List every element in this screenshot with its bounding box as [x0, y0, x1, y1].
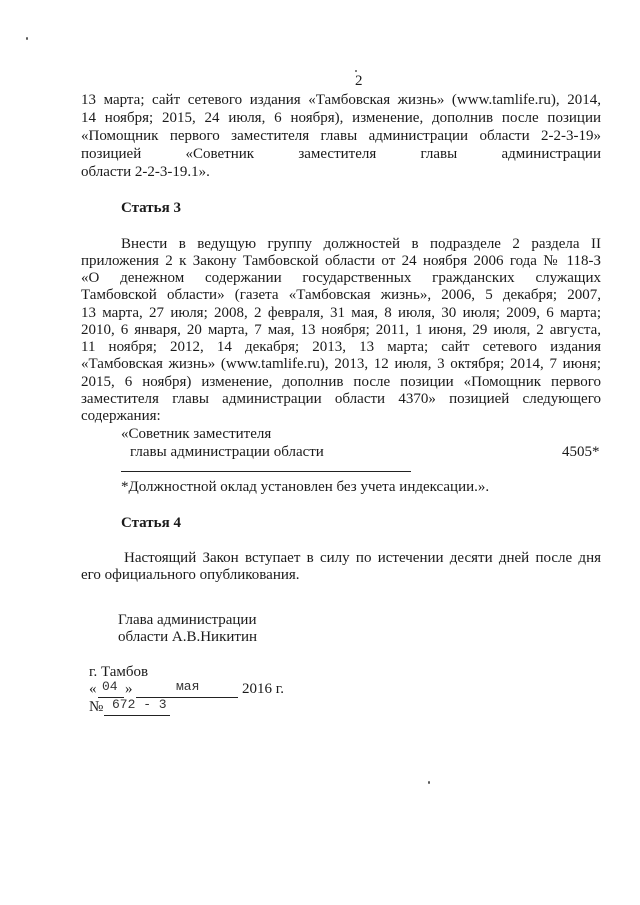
article-4-heading: Статья 4 [121, 515, 181, 531]
scan-speck [355, 70, 357, 72]
date-day: 04 [102, 679, 118, 694]
number-sign: № [89, 699, 104, 715]
article-3-line: Внести в ведущую группу должностей в подразделе 2 раздела II [121, 236, 601, 252]
number-rule [104, 715, 170, 716]
scan-speck [428, 781, 430, 784]
article-4-line: Настоящий Закон вступает в силу по истечении десяти дней после дня [124, 550, 601, 566]
article-3-heading: Статья 3 [121, 200, 181, 216]
footnote-rule [121, 471, 411, 472]
article-3-line: «Тамбовская жизнь» (www.tamlife.ru), 2013, 12 июля, 3 октября; 2014, 7 июня; [81, 356, 601, 372]
document-number: 672 - 3 [112, 697, 167, 712]
continuation-line: позицией «Советник заместителя главы администрации [81, 146, 601, 162]
article-3-line: приложения 2 к Закону Тамбовской области от 24 ноября 2006 года № 118-З [81, 253, 601, 269]
article-3-line: 2010, 6 января, 20 марта, 7 мая, 13 ноября; 2011, 1 июня, 29 июля, 2 августа, [81, 322, 601, 338]
continuation-line: 14 ноября; 2015, 24 июля, 6 ноября), изменение, дополнив после позиции [81, 110, 601, 126]
continuation-line: области 2-2-3-19.1». [81, 164, 210, 180]
position-title-line1: «Советник заместителя [121, 426, 272, 442]
date-close-quote: » [125, 681, 133, 697]
date-month: мая [176, 679, 200, 694]
article-3-line: «О денежном содержании государственных гражданских служащих [81, 270, 601, 286]
scan-speck [26, 37, 28, 40]
position-title-line2: главы администрации области [130, 444, 324, 460]
article-3-line: содержания: [81, 408, 161, 424]
date-year: 2016 г. [242, 681, 284, 697]
article-3-line: 13 марта, 27 июля; 2008, 2 февраля, 31 мая, 8 июля, 30 июля; 2009, 6 марта; [81, 305, 601, 321]
page-number: 2 [355, 73, 363, 89]
signature-title: Глава администрации [118, 612, 257, 628]
continuation-line: «Помощник первого заместителя главы администрации области 2-2-3-19» [81, 128, 601, 144]
signature-name: области А.В.Никитин [118, 629, 258, 645]
footnote: *Должностной оклад установлен без учета индексации.». [121, 479, 490, 495]
place: г. Тамбов [89, 664, 149, 680]
position-salary: 4505* [562, 444, 600, 460]
article-3-line: заместителя главы администрации области 4370» позицией следующего [81, 391, 601, 407]
continuation-line: 13 марта; сайт сетевого издания «Тамбовская жизнь» (www.tamlife.ru), 2014, [81, 92, 601, 108]
article-3-line: 2015, 6 ноября) изменение, дополнив после позиции «Помощник первого [81, 374, 601, 390]
article-3-line: 11 ноября; 2012, 14 декабря; 2013, 13 марта; сайт сетевого издания [81, 339, 601, 355]
article-4-line: его официального опубликования. [81, 567, 300, 583]
article-3-line: Тамбовской области» (газета «Тамбовская жизнь», 2006, 5 декабря; 2007, [81, 287, 601, 303]
date-open-quote: « [89, 681, 97, 697]
